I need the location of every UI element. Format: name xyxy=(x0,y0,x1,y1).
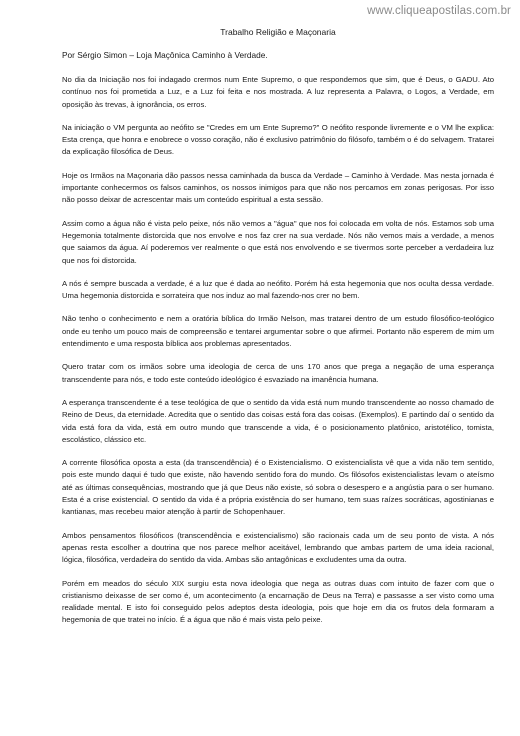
site-watermark: www.cliqueapostilas.com.br xyxy=(367,5,511,17)
paragraph-busca-verdade: Hoje os Irmãos na Maçonaria dão passos nessa caminhada da busca da Verdade – Caminho à Verdade. Mas nesta jornada é importante conhecermos os falsos caminhos, os nossos inimigos para que não nos percamos em zonas perigosas. Por isso não posso deixar de acrescentar mais um conteúdo espiritual a esta sessão. xyxy=(62,170,494,205)
paragraph-agua-peixe: Assim como a água não é vista pelo peixe, nós não vemos a "água" que nos foi colocada em volta de nós. Estamos sob uma Hegemonia totalmente distorcida que nos envolve e nos faz crer na sua verdade. Nós não vemos mais a verdade, a menos que saiamos da água. Aí poderemos ver realmente o que está nos envolvendo e se tivermos sorte perceber a verdadeira luz que nos foi distorcida. xyxy=(62,218,494,265)
paragraph-ambos-pensamentos: Ambos pensamentos filosóficos (transcendência e existencialismo) são racionais cada um de seu ponto de vista. A nós apenas resta escolher a doutrina que nos parece melhor aceitável, lembrando que ambas partem de uma ideia racional, lógica, filosófica, verdadeira do sentido da vida. Ambas são antagônicas e excludentes uma da outra. xyxy=(62,530,494,565)
document-title: Trabalho Religião e Maçonaria xyxy=(220,27,336,37)
author-line: Por Sérgio Simon – Loja Maçônica Caminho à Verdade. xyxy=(62,50,268,60)
paragraph-estudo-filosofico: Não tenho o conhecimento e nem a oratória bíblica do Irmão Nelson, mas tratarei dentro de um estudo filosófico-teológico onde eu tenho um pouco mais de compreensão e tentarei argumentar sobre o que afirmei. Portanto não esperem de mim um entendimento e uma resposta bíblica aos problemas apresentados. xyxy=(62,314,494,349)
document-page xyxy=(62,27,494,638)
paragraph-ideologia: Quero tratar com os irmãos sobre uma ideologia de cerca de uns 170 anos que prega a negação de uma esperança transcendente para nós, e todo este conteúdo ideológico é esvaziado na imanência humana. xyxy=(62,362,494,384)
paragraph-ente-supremo: Na iniciação o VM pergunta ao neófito se "Credes em um Ente Supremo?" O neófito responde livremente e o VM lhe explica: Esta crença, que honra e enobrece o vosso coração, não é exclusivo patrimônio do filósofo, também o é do selvagem. Tratarei da explicação filosófica de Deus. xyxy=(62,122,494,157)
paragraph-existencialismo: A corrente filosófica oposta a esta (da transcendência) é o Existencialismo. O existencialista vê que a vida não tem sentido, pois este mundo daqui é tudo que existe, não havendo sentido fora do mundo. Os filósofos existencialistas levam o ateísmo até as últimas consequências, mostrando que já que Deus não existe, só sobra o desespero e a angústia para o ser humano. Esta é a crise existencial. O sentido da vida é a própria existência do ser humano, tem suas raízes socráticas, agostinianas e kantianas, mas recebeu maior atenção à partir de Schopenhauer. xyxy=(62,458,494,517)
paragraph-esperanca-transcendente: A esperança transcendente é a tese teológica de que o sentido da vida está num mundo transcendente ao nosso chamado de Reino de Deus, da eternidade. Acredita que o sentido das coisas está fora das coisas. (Exemplos). E partindo daí o sentido da vida está fora da vida, está em outro mundo que transcende a vida, é o posicionamento platônico, aristotélico, tomista, escolástico, clássico etc. xyxy=(62,397,494,444)
paragraph-seculo-xix: Porém em meados do século XIX surgiu esta nova ideologia que nega as outras duas com intuito de fazer com que o cristianismo deixasse de ser como é, um acontecimento (a encarnação de Deus na Terra) e passasse a ser visto como uma realidade mental. E isto foi conseguido pelos adeptos desta ideologia, pois que hoje em dia os frutos dela formaram a hegemonia de que tratei no início. É a água que não é mais vista pelo peixe. xyxy=(62,578,494,625)
paragraph-hegemonia: A nós é sempre buscada a verdade, é a luz que é dada ao neófito. Porém há esta hegemonia que nos oculta dessa verdade. Uma hegemonia distorcida e sorrateira que nos induz ao mal fazendo-nos crer no bem. xyxy=(62,278,494,301)
paragraph-iniciacao: No dia da Iniciação nos foi indagado crermos num Ente Supremo, o que respondemos que sim, que é Deus, o GADU. Ato contínuo nos foi prometida a Luz, e a Luz foi feita e nos mostrada. A luz representa a Palavra, o Logos, a Verdade, em oposição às trevas, à ignorância, os erros. xyxy=(62,75,494,109)
